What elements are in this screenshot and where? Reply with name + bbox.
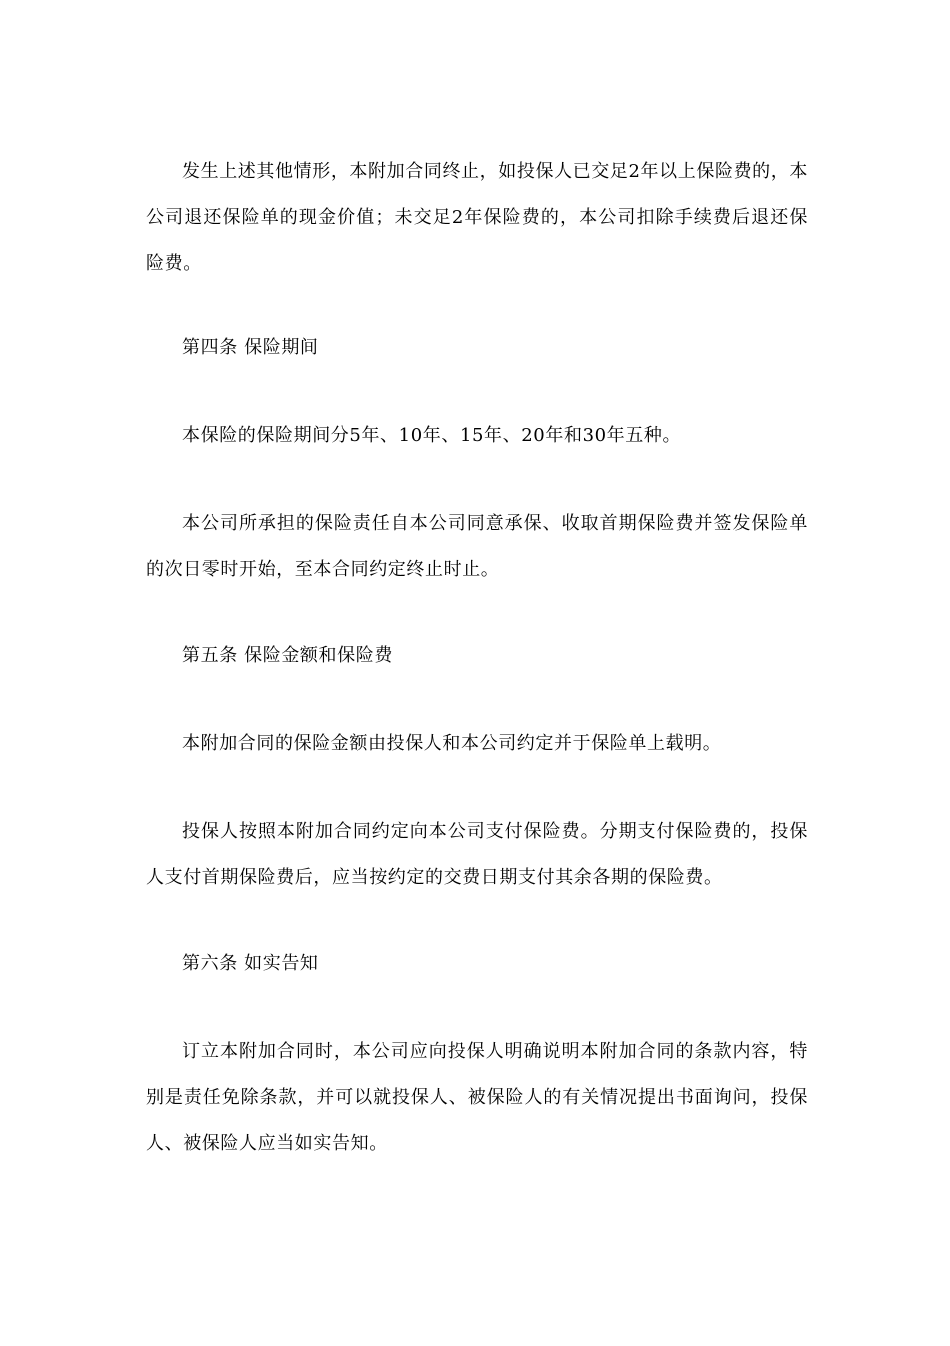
paragraph-insurance-period: 本保险的保险期间分5年、10年、15年、20年和30年五种。 [182,425,682,446]
paragraph-liability-start: 本公司所承担的保险责任自本公司同意承保、收取首期保险费并签发保险单的次日零时开始，至本合同约定终止时止。 [146,513,808,580]
heading-article-4: 第四条 保险期间 [182,337,319,358]
heading-article-6: 第六条 如实告知 [182,953,319,974]
heading-article-5: 第五条 保险金额和保险费 [182,645,393,666]
paragraph-sum-insured: 本附加合同的保险金额由投保人和本公司约定并于保险单上载明。 [182,733,722,754]
paragraph-premium-payment: 投保人按照本附加合同约定向本公司支付保险费。分期支付保险费的，投保人支付首期保险费后，应当按约定的交费日期支付其余各期的保险费。 [146,821,808,888]
paragraph-termination-refund: 发生上述其他情形，本附加合同终止，如投保人已交足2年以上保险费的，本公司退还保险单的现金价值；未交足2年保险费的，本公司扣除手续费后退还保险费。 [146,161,808,274]
paragraph-disclosure: 订立本附加合同时，本公司应向投保人明确说明本附加合同的条款内容，特别是责任免除条款，并可以就投保人、被保险人的有关情况提出书面询问，投保人、被保险人应当如实告知。 [146,1041,808,1154]
